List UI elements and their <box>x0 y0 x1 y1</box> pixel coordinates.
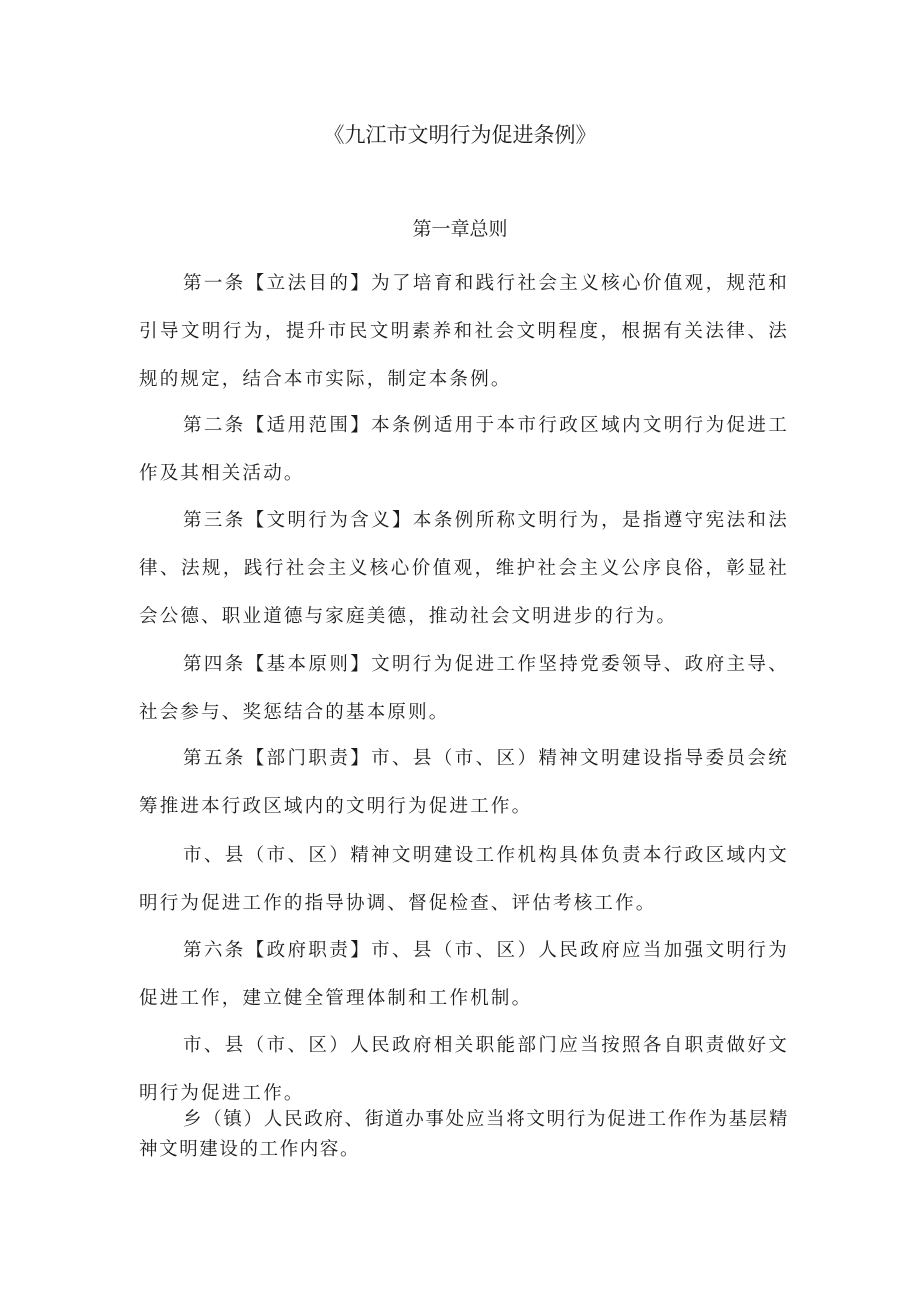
document-title: 《九江市文明行为促进条例》 <box>323 123 597 147</box>
article-5-clause-2-paragraph: 市、县（市、区）精神文明建设工作机构具体负责本行政区域内文明行为促进工作的指导协调、督促检查、评估考核工作。 <box>139 845 789 914</box>
article-6-clause-3-paragraph: 乡（镇）人民政府、街道办事处应当将文明行为促进工作作为基层精神文明建设的工作内容。 <box>139 1109 789 1160</box>
article-3-paragraph: 第三条【文明行为含义】本条例所称文明行为，是指遵守宪法和法律、法规，践行社会主义核心价值观，维护社会主义公序良俗，彰显社会公德、职业道德与家庭美德，推动社会文明进步的行为。 <box>139 510 789 627</box>
article-1-paragraph: 第一条【立法目的】为了培育和践行社会主义核心价值观，规范和引导文明行为，提升市民文明素养和社会文明程度，根据有关法律、法规的规定，结合本市实际，制定本条例。 <box>139 273 789 390</box>
article-6-paragraph: 第六条【政府职责】市、县（市、区）人民政府应当加强文明行为促进工作，建立健全管理体制和工作机制。 <box>139 940 789 1009</box>
chapter-title: 第一章总则 <box>412 218 508 240</box>
article-2-paragraph: 第二条【适用范围】本条例适用于本市行政区域内文明行为促进工作及其相关活动。 <box>139 415 789 484</box>
article-5-paragraph: 第五条【部门职责】市、县（市、区）精神文明建设指导委员会统筹推进本行政区域内的文明行为促进工作。 <box>139 748 789 817</box>
article-4-paragraph: 第四条【基本原则】文明行为促进工作坚持党委领导、政府主导、社会参与、奖惩结合的基本原则。 <box>139 654 789 723</box>
article-6-clause-2-paragraph: 市、县（市、区）人民政府相关职能部门应当按照各自职责做好文明行为促进工作。 <box>139 1035 789 1104</box>
